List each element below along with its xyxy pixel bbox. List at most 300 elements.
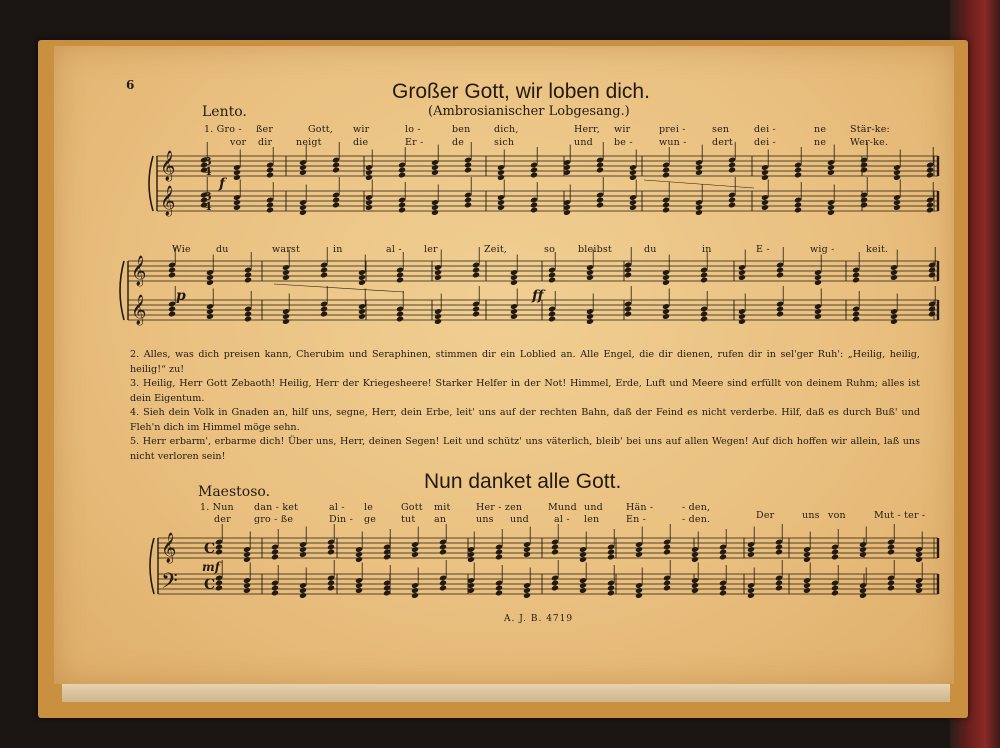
note-head [691,551,699,558]
note-head [299,164,307,171]
lyric: in [333,244,343,255]
lyric: En - [626,514,647,525]
verse-4: 4. Sieh dein Volk in Gnaden an, hilf uns, segne, Herr, dein Erbe, leit' uns auf der rechten Bahn, daß der Feind es nicht verderbe. Hilf, daß es durch Buß' und Fleh'n dich im Himmel möge sehn. [130,407,920,433]
note-head [233,204,241,211]
songbook-page [54,46,954,684]
note-head [738,269,746,276]
note-head [738,313,746,320]
note-head [794,202,802,209]
hairpin [644,180,754,188]
note-head [168,267,176,274]
note-head [472,267,480,274]
note-head [355,587,363,594]
note-head [728,162,736,169]
note-head [411,587,419,594]
note-head [624,267,632,274]
lyric: Wie [172,244,191,255]
lyric: so [544,244,555,255]
note-head [607,554,615,561]
lyric: Der [756,510,775,521]
verse-2: 2. Alles, was dich preisen kann, Cherubim und Seraphinen, stimmen dir ein Loblied an. Alle Engel, die dir dienen, rufen dir in sel'ger Ruh': „Heilig, heilig, heilig!“ zu! [130,349,920,375]
lyric: vor [230,137,247,148]
note-head [586,313,594,320]
note-head [928,306,936,313]
note-head [887,549,895,556]
treble-clef: 𝄞 [160,151,176,181]
note-head [464,202,472,209]
note-head [434,274,442,281]
brace [149,156,153,211]
note-head [629,204,637,211]
lyric: de [452,137,465,148]
note-head [495,554,503,561]
note-head [431,164,439,171]
note-head [495,549,503,556]
note-head [607,549,615,556]
lyric: Her - zen [476,502,523,513]
note-head [738,318,746,325]
note-head [624,272,632,279]
lyric: ne [814,124,827,135]
note-head [548,311,556,318]
lyric: tut [401,514,416,525]
note-head [332,197,340,204]
lyric: in [702,244,712,255]
lyric: sen [712,124,730,135]
hymn2-dynamic-mezzoforte: mf [202,560,220,574]
note-head [510,274,518,281]
note-head [523,587,531,594]
note-head [472,272,480,279]
note-head [266,207,274,214]
lyric: und [510,514,529,525]
note-head [299,551,307,558]
note-head [814,274,822,281]
lyric: von [828,510,846,521]
note-head [411,551,419,558]
lyric: al - [386,244,402,255]
note-head [233,199,241,206]
note-head [827,204,835,211]
note-head [663,580,671,587]
lyric: an [434,514,447,525]
note-head [700,272,708,279]
note-head [365,204,373,211]
bass-clef: 𝄞 [160,186,176,216]
lyric: Herr, [574,124,600,135]
note-head [510,279,518,286]
note-head [691,582,699,589]
note-head [551,549,559,556]
hymn1-subtitle: (Ambrosianischer Lobgesang.) [428,104,630,119]
note-head [747,551,755,558]
note-head [396,277,404,284]
note-head [299,587,307,594]
note-head [551,585,559,592]
note-head [761,199,769,206]
note-head [244,277,252,284]
note-head [396,311,404,318]
lyric: dir [258,137,273,148]
note-head [495,590,503,597]
note-head [355,582,363,589]
lyric: Mut - ter - [874,510,926,521]
lyric: keit. [866,244,889,255]
treble-clef: 𝄞 [131,256,147,286]
note-head [926,202,934,209]
note-head [464,162,472,169]
page-number: 6 [126,78,135,92]
note-head [243,582,251,589]
note-head [852,272,860,279]
note-head [299,169,307,176]
note-head [327,580,335,587]
note-head [915,551,923,558]
note-head [579,587,587,594]
note-head [887,580,895,587]
note-head [266,167,274,174]
note-head [700,311,708,318]
note-head [852,277,860,284]
note-head [776,267,784,274]
note-head [662,167,670,174]
note-head [761,169,769,176]
note-head [215,549,223,556]
note-head [548,272,556,279]
lyric: du [216,244,229,255]
lyric: wun - [659,137,687,148]
note-head [431,209,439,216]
note-head [332,162,340,169]
lyric: 1. Gro - [204,124,242,135]
note-head [719,590,727,597]
note-head [926,172,934,179]
lyric: - den, [682,502,711,513]
note-head [890,318,898,325]
lyric: wir [353,124,370,135]
note-head [523,546,531,553]
lyric: Gott, [308,124,333,135]
lyric: Mund [548,502,577,513]
note-head [523,551,531,558]
note-head [299,204,307,211]
note-head [695,209,703,216]
note-head [852,316,860,323]
lyric: al - [554,514,570,525]
hymn1-dynamic-fortissimo: ff [532,288,544,304]
note-head [365,169,373,176]
note-head [860,197,868,204]
note-head [662,308,670,315]
note-head [663,549,671,556]
note-head [700,316,708,323]
note-head [206,274,214,281]
note-head [662,207,670,214]
note-head [890,274,898,281]
note-head [327,585,335,592]
note-head [271,549,279,556]
note-head [831,554,839,561]
note-head [530,167,538,174]
note-head [860,162,868,169]
note-head [915,587,923,594]
note-head [548,316,556,323]
note-head [358,313,366,320]
note-head [320,311,328,318]
note-head [472,306,480,313]
lyric: - den. [682,514,711,525]
plate-number: A. J. B. 4719 [504,614,574,624]
note-head [358,308,366,315]
note-head [662,172,670,179]
hymn1-tempo: Lento. [202,104,247,120]
lyric: uns [802,510,820,521]
note-head [629,169,637,176]
note-head [814,308,822,315]
lyric: ge [364,514,377,525]
note-head [719,554,727,561]
time-signature: 3 [204,190,212,203]
lyric: die [353,137,369,148]
note-head [579,556,587,563]
note-head [775,549,783,556]
lyric: dan - ket [254,502,299,513]
note-head [859,592,867,599]
lyric: 1. Nun [200,502,234,513]
note-head [728,202,736,209]
time-signature: 3 [204,155,212,168]
lyric: prei - [659,124,686,135]
page-edge [62,684,950,702]
note-head [206,313,214,320]
note-head [244,316,252,323]
note-head [719,585,727,592]
time-signature: 4 [204,200,212,213]
note-head [794,167,802,174]
note-head [887,585,895,592]
note-head [775,544,783,551]
note-head [439,549,447,556]
note-head [596,197,604,204]
note-head [662,274,670,281]
note-head [396,272,404,279]
note-head [803,556,811,563]
lyric: len [584,514,600,525]
lyric: Er - [405,137,424,148]
note-head [775,585,783,592]
lyric: Zeit, [484,244,508,255]
note-head [398,167,406,174]
note-head [893,204,901,211]
note-head [794,172,802,179]
lyric: wig - [810,244,835,255]
note-head [915,556,923,563]
note-head [497,199,505,206]
note-head [320,306,328,313]
note-head [890,269,898,276]
treble-clef: 𝄞 [161,533,177,563]
note-head [860,202,868,209]
note-head [464,167,472,174]
lyric: be - [614,137,633,148]
note-head [803,587,811,594]
lyric: sich [494,137,515,148]
note-head [662,313,670,320]
note-head [635,592,643,599]
note-head [431,169,439,176]
note-head [831,549,839,556]
note-head [586,318,594,325]
note-head [358,274,366,281]
note-head [439,544,447,551]
lyric: neigt [296,137,322,148]
time-signature: C [204,577,216,593]
hymn1-dynamic-piano: p [176,288,186,304]
lyric: warst [272,244,301,255]
note-head [738,274,746,281]
note-head [893,169,901,176]
lyric: ßer [256,124,274,135]
note-head [928,272,936,279]
lyric: wir [614,124,631,135]
note-head [776,306,784,313]
note-head [635,551,643,558]
note-head [320,272,328,279]
note-head [776,272,784,279]
note-head [464,197,472,204]
note-head [271,585,279,592]
lyric: dert [712,137,733,148]
verse-3: 3. Heilig, Herr Gott Zebaoth! Heilig, Herr der Kriegesheere! Starker Helfer in der Not! Himmel, Erde, Luft und Meere sind erfüllt von deinem Ruhm; alles ist dein Eigentum. [130,378,920,404]
note-head [890,313,898,320]
note-head [206,279,214,286]
note-head [852,311,860,318]
note-head [243,587,251,594]
note-head [695,204,703,211]
note-head [244,272,252,279]
hymn2-tempo: Maestoso. [198,484,271,500]
time-signature: C [204,541,216,557]
note-head [439,580,447,587]
note-head [586,274,594,281]
lyric: ler [424,244,438,255]
note-head [551,544,559,551]
note-head [168,272,176,279]
note-head [271,590,279,597]
note-head [691,587,699,594]
note-head [814,279,822,286]
note-head [635,546,643,553]
note-head [747,587,755,594]
note-head [282,313,290,320]
note-head [662,279,670,286]
hairpin [274,284,404,292]
note-head [814,313,822,320]
note-head [530,202,538,209]
note-head [434,269,442,276]
note-head [926,207,934,214]
note-head [596,162,604,169]
note-head [396,316,404,323]
note-head [548,277,556,284]
note-head [530,172,538,179]
note-head [915,582,923,589]
note-head [233,169,241,176]
note-head [282,269,290,276]
note-head [827,164,835,171]
time-signature: 4 [204,165,212,178]
note-head [439,585,447,592]
note-head [434,318,442,325]
note-head [332,167,340,174]
note-head [624,306,632,313]
note-head [168,306,176,313]
note-head [695,169,703,176]
brace [120,261,124,320]
lyric: le [364,502,374,513]
note-head [794,207,802,214]
note-head [411,592,419,599]
note-head [747,592,755,599]
note-head [266,202,274,209]
lyric: dei - [754,137,776,148]
note-head [719,549,727,556]
note-head [827,169,835,176]
note-head [398,202,406,209]
lyric: E - [756,244,770,255]
note-head [244,311,252,318]
note-head [928,267,936,274]
note-head [775,580,783,587]
hymn2-title: Nun danket alle Gott. [424,470,622,493]
bass-clef: 𝄞 [131,295,147,325]
lyric: und [574,137,593,148]
note-head [243,551,251,558]
note-head [629,199,637,206]
lyric: du [644,244,657,255]
verse-5: 5. Herr erbarm', erbarme dich! Über uns, Herr, deinen Segen! Leit und schütz' uns väterlich, bleib' bei uns auf allen Wegen! Auf dich hoffen wir allein, laß uns nicht verloren sein! [130,436,920,462]
lyric: al - [329,502,345,513]
note-head [579,551,587,558]
note-head [411,546,419,553]
lyric: Stär-ke: [850,124,890,135]
note-head [299,592,307,599]
note-head [206,308,214,315]
note-head [831,585,839,592]
note-head [168,311,176,318]
lyric: der [214,514,231,525]
note-head [624,311,632,318]
note-head [691,556,699,563]
note-head [747,546,755,553]
lyric: dich, [494,124,519,135]
note-head [271,554,279,561]
note-head [926,167,934,174]
note-head [859,551,867,558]
note-head [635,587,643,594]
note-head [596,202,604,209]
note-head [728,167,736,174]
note-head [551,580,559,587]
note-head [299,209,307,216]
note-head [282,274,290,281]
note-head [596,167,604,174]
note-head [695,164,703,171]
lyric: ben [452,124,471,135]
lyric: Hän - [626,502,654,513]
lyric: bleibst [578,244,612,255]
note-head [355,556,363,563]
